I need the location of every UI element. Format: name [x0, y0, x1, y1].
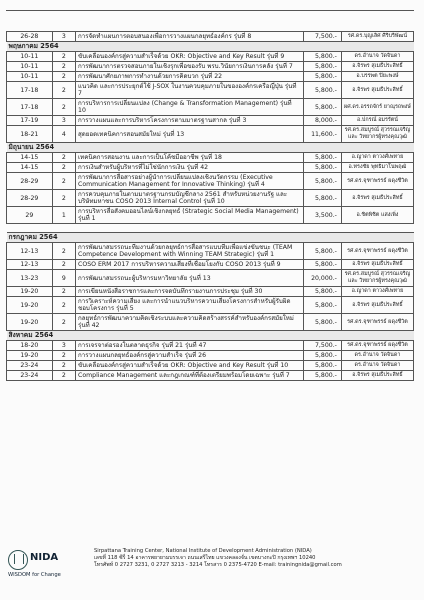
table-row: [7, 371, 414, 381]
days-cell: 2: [52, 190, 75, 207]
table-row: [7, 62, 414, 72]
date-cell: 28-29: [7, 173, 53, 190]
table-top-edge: [6, 0, 414, 11]
table-row: [7, 126, 414, 143]
table-row: [7, 190, 414, 207]
table-row: [7, 260, 414, 270]
date-cell: 19-20: [7, 297, 53, 314]
date-cell: 29: [7, 207, 53, 224]
table-row: [7, 82, 414, 99]
date-cell: 19-20: [7, 287, 53, 297]
table-row: [7, 116, 414, 126]
course-schedule-table: [6, 31, 414, 381]
spacer-cell: [7, 224, 414, 233]
date-cell: 10-11: [7, 72, 53, 82]
date-cell: 19-20: [7, 351, 53, 361]
date-cell: 12-13: [7, 243, 53, 260]
price-cell: 5,800.-: [304, 314, 342, 331]
lecturer-cell: อ.จิรพร สุเมธีประสิทธิ์: [341, 371, 413, 381]
contact-info: [94, 548, 414, 569]
days-cell: 2: [52, 243, 75, 260]
days-cell: 2: [52, 173, 75, 190]
table-row: [7, 72, 414, 82]
course-cell: การเขียนหนังสือราชการและการจดบันทึกรายงานการประชุม รุ่นที่ 30: [76, 287, 304, 297]
price-cell: 5,800.-: [304, 62, 342, 72]
date-cell: 17-18: [7, 82, 53, 99]
date-cell: 17-18: [7, 99, 53, 116]
course-cell: การพัฒนาการตรวจสอบภายในเชิงรุกเพื่อของรับ พรบ.วินัยการเงินการคลัง รุ่นที่ 7: [76, 62, 304, 72]
lecturer-cell: รศ.ดร.สมบูรณ์ สุวรรณเจริญ และ วิทยากรผู้ทรงคุณวุฒิ: [341, 270, 413, 287]
table-row: [7, 243, 414, 260]
date-cell: 10-11: [7, 52, 53, 62]
course-cell: การเจรจาต่อรองในตลาดธุรกิจ รุ่นที่ 21 รุ่นที่ 47: [76, 341, 304, 351]
month-header-row: [7, 233, 414, 243]
table-row: [7, 341, 414, 351]
price-cell: 5,800.-: [304, 351, 342, 361]
course-cell: การพัฒนาสมรรถนะผู้บริหารมหาวิทยาลัย รุ่นที่ 13: [76, 270, 304, 287]
price-cell: 5,800.-: [304, 297, 342, 314]
course-cell: การเงินสำหรับผู้บริหารที่ไม่ใช่นักการเงิน รุ่นที่ 42: [76, 163, 304, 173]
footer-line-3: โทรศัพท์ 0 2727 3231, 0 2727 3213 - 3214 โทรสาร 0 2375-4720 E-mail: trainingnida@gmail.com: [94, 562, 342, 568]
lecturer-cell: อ.จิรพร สุเมธีประสิทธิ์: [341, 297, 413, 314]
lecturer-cell: อ.ญาดา ตาวงศ์เพทาย: [341, 153, 413, 163]
days-cell: 2: [52, 371, 75, 381]
course-cell: การพัฒนาสมรรถนะทีมงานด้วยกลยุทธ์การสื่อสารแบบทีมเพื่อแข่งขันชนะ (TEAM Competence Development with Winning TEAM Strategic) รุ่นที่ 1: [76, 243, 304, 260]
table-row: [7, 314, 414, 331]
days-cell: 3: [52, 32, 75, 42]
table-row: [7, 99, 414, 116]
days-cell: 2: [52, 163, 75, 173]
course-cell: การควบคุมภายในตามมาตรฐานกรมบัญชีกลาง 2561 สำหรับหน่วยงานรัฐ และบริษัทมหาชน COSO 2013 Internal Control รุ่นที่ 10: [76, 190, 304, 207]
date-cell: 12-13: [7, 260, 53, 270]
table-row: [7, 270, 414, 287]
lecturer-cell: รศ.ดร.จุฑาพรรธ์ ผดุงชีวิต: [341, 243, 413, 260]
days-cell: 2: [52, 62, 75, 72]
price-cell: 5,800.-: [304, 82, 342, 99]
days-cell: 3: [52, 341, 75, 351]
month-label: มิถุนายน 2564: [7, 143, 414, 153]
month-label: กรกฎาคม 2564: [7, 233, 414, 243]
table-row: [7, 32, 414, 42]
table-row: [7, 207, 414, 224]
days-cell: 9: [52, 270, 75, 287]
days-cell: 4: [52, 126, 75, 143]
month-header-row: [7, 143, 414, 153]
price-cell: 5,800.-: [304, 153, 342, 163]
price-cell: 8,000.-: [304, 116, 342, 126]
days-cell: 2: [52, 72, 75, 82]
lecturer-cell: ดร.อำนาจ วัดจินดา: [341, 351, 413, 361]
course-cell: การจัดทำแผนการตอบสนองเพื่อการวางแผนกลยุทธ์องค์กร รุ่นที่ 8: [76, 32, 304, 42]
lecturer-cell: รศ.ดร.จุฑาพรรธ์ ผดุงชีวิต: [341, 341, 413, 351]
lecturer-cell: รศ.ดร.สมบูรณ์ สุวรรณเจริญ และ วิทยากรผู้ทรงคุณวุฒิ: [341, 126, 413, 143]
table-row: [7, 173, 414, 190]
logo-tagline: WISDOM for Change: [8, 572, 61, 578]
date-cell: 28-29: [7, 190, 53, 207]
course-cell: Compliance Management และกฎเกณฑ์ที่ต้องเตรียมพร้อมโดยเฉพาะ รุ่นที่ 7: [76, 371, 304, 381]
price-cell: 7,500.-: [304, 341, 342, 351]
table-row: [7, 351, 414, 361]
course-cell: การพัฒนาศักยภาพการทำงานด้วยการคิดบวก รุ่นที่ 22: [76, 72, 304, 82]
month-label: สิงหาคม 2564: [7, 331, 414, 341]
days-cell: 2: [52, 297, 75, 314]
lecturer-cell: รศ.ดร.จุฑาพรรธ์ ผดุงชีวิต: [341, 314, 413, 331]
lecturer-cell: อ.จิรพร สุเมธีประสิทธิ์: [341, 82, 413, 99]
date-cell: 18-20: [7, 341, 53, 351]
price-cell: 5,800.-: [304, 52, 342, 62]
price-cell: 5,800.-: [304, 99, 342, 116]
lecturer-cell: อ.ญาดา ตาวงศ์เพทาย: [341, 287, 413, 297]
date-cell: 10-11: [7, 62, 53, 72]
date-cell: 13-23: [7, 270, 53, 287]
days-cell: 1: [52, 207, 75, 224]
date-cell: 14-15: [7, 153, 53, 163]
lecturer-cell: รศ.ดร.จุฑาพรรธ์ ผดุงชีวิต: [341, 173, 413, 190]
table-row: [7, 163, 414, 173]
table-row: [7, 361, 414, 371]
nida-emblem-icon: [8, 550, 28, 570]
logo-name: NIDA: [30, 552, 59, 563]
price-cell: 5,800.-: [304, 260, 342, 270]
days-cell: 2: [52, 153, 75, 163]
lecturer-cell: อ.ชิตพิชิต แสงเพิ่ง: [341, 207, 413, 224]
course-cell: กลยุทธ์การพัฒนาความคิดเชิงระบบและความคิดสร้างสรรค์สำหรับองค์กรสมัยใหม่ รุ่นที่ 42: [76, 314, 304, 331]
month-header-row: [7, 331, 414, 341]
date-cell: 23-24: [7, 361, 53, 371]
date-cell: 23-24: [7, 371, 53, 381]
course-cell: เทคนิคการสอนงาน และการเป็นโค้ชมืออาชีพ รุ่นที่ 18: [76, 153, 304, 163]
price-cell: 5,800.-: [304, 173, 342, 190]
price-cell: 5,800.-: [304, 371, 342, 381]
footer-line-2: เลขที่ 118 ซีรี่ 14 อาคารพยายามบรรเจา ถนนเสรีไทย แขวงคลองจั่น เขตบางกะปิ กรุงเทพฯ 10240: [94, 555, 316, 561]
date-cell: 17-19: [7, 116, 53, 126]
days-cell: 2: [52, 52, 75, 62]
price-cell: 5,800.-: [304, 72, 342, 82]
course-cell: การบริหารสื่อสังคมออนไลน์เชิงกลยุทธ์ (Strategic Social Media Management) รุ่นที่ 1: [76, 207, 304, 224]
lecturer-cell: อ.จิรพร สุเมธีประสิทธิ์: [341, 260, 413, 270]
month-header-row: [7, 42, 414, 52]
course-cell: การพัฒนาการสื่อสารอย่างผู้นำการเปลี่ยนแปลงเชิงนวัตกรรม (Executive Communication Management for Innovative Thinking) รุ่นที่ 4: [76, 173, 304, 190]
table-row: [7, 153, 414, 163]
days-cell: 2: [52, 314, 75, 331]
table-row: [7, 287, 414, 297]
lecturer-cell: รศ.ดร.บุญเลิศ ศิริบริพัฒน์: [341, 32, 413, 42]
lecturer-cell: อ.จิรพร สุเมธีประสิทธิ์: [341, 62, 413, 72]
course-cell: ขับเคลื่อนองค์กรสู่ความสำเร็จด้วย OKR: Objective and Key Result รุ่นที่ 9: [76, 52, 304, 62]
price-cell: 5,800.-: [304, 361, 342, 371]
schedule-body: [7, 32, 414, 381]
nida-logo: [6, 548, 90, 588]
lecturer-cell: ผศ.ดร.อรรถจักร์ ยาณุรถพงษ์: [341, 99, 413, 116]
table-row: [7, 52, 414, 62]
date-cell: 18-21: [7, 126, 53, 143]
lecturer-cell: ดร.อำนาจ วัดจินดา: [341, 361, 413, 371]
month-label: พฤษภาคม 2564: [7, 42, 414, 52]
course-cell: การวิเคราะห์ความเสี่ยง และการนำแนวบริหารความเสี่ยงโครงการสำหรับผู้รับผิดชอบโครงการ รุ่นที่ 5: [76, 297, 304, 314]
course-cell: การวางแผนและการบริหารโครงการตามมาตรฐานสากล รุ่นที่ 3: [76, 116, 304, 126]
lecturer-cell: อ.ปกรณ์ อมรรัตน์: [341, 116, 413, 126]
days-cell: 2: [52, 99, 75, 116]
course-cell: สุดยอดเทคนิคการสอนสมัยใหม่ รุ่นที่ 13: [76, 126, 304, 143]
course-cell: ขับเคลื่อนองค์กรสู่ความสำเร็จด้วย OKR: Objective and Key Result รุ่นที่ 10: [76, 361, 304, 371]
price-cell: 5,800.-: [304, 287, 342, 297]
price-cell: 11,600.-: [304, 126, 342, 143]
lecturer-cell: อ.ทรงชัย พุทธิมาโนพฤฒิ: [341, 163, 413, 173]
price-cell: 5,800.-: [304, 190, 342, 207]
table-row: [7, 297, 414, 314]
footer-line-1: Sirpattana Training Center, National Institute of Development Administration (NIDA): [94, 548, 312, 554]
lecturer-cell: อ.จิรพร สุเมธีประสิทธิ์: [341, 190, 413, 207]
days-cell: 2: [52, 351, 75, 361]
days-cell: 2: [52, 361, 75, 371]
lecturer-cell: ดร.อำนาจ วัดจินดา: [341, 52, 413, 62]
date-cell: 14-15: [7, 163, 53, 173]
course-cell: การบริหารการเปลี่ยนแปลง (Change & Transformation Management) รุ่นที่ 10: [76, 99, 304, 116]
date-cell: 19-20: [7, 314, 53, 331]
days-cell: 3: [52, 116, 75, 126]
days-cell: 2: [52, 287, 75, 297]
price-cell: 3,500.-: [304, 207, 342, 224]
course-cell: COSO ERM 2017 การบริหารความเสี่ยงที่เชื่อมโยงกับ COSO 2013 รุ่นที่ 9: [76, 260, 304, 270]
price-cell: 5,800.-: [304, 243, 342, 260]
price-cell: 20,000.-: [304, 270, 342, 287]
date-cell: 26-28: [7, 32, 53, 42]
days-cell: 2: [52, 82, 75, 99]
course-cell: การวางแผนกลยุทธ์องค์กรสู่ความสำเร็จ รุ่นที่ 26: [76, 351, 304, 361]
price-cell: 5,800.-: [304, 163, 342, 173]
lecturer-cell: อ.บรรพต ปิยะพงษ์: [341, 72, 413, 82]
course-cell: แนวคิด และการประยุกต์ใช้ J-SOX ในงานควบคุมภายในขององค์กรเครือญี่ปุ่น รุ่นที่ 7: [76, 82, 304, 99]
spacer-row: [7, 224, 414, 233]
price-cell: 7,500.-: [304, 32, 342, 42]
footer: [6, 548, 416, 598]
days-cell: 2: [52, 260, 75, 270]
